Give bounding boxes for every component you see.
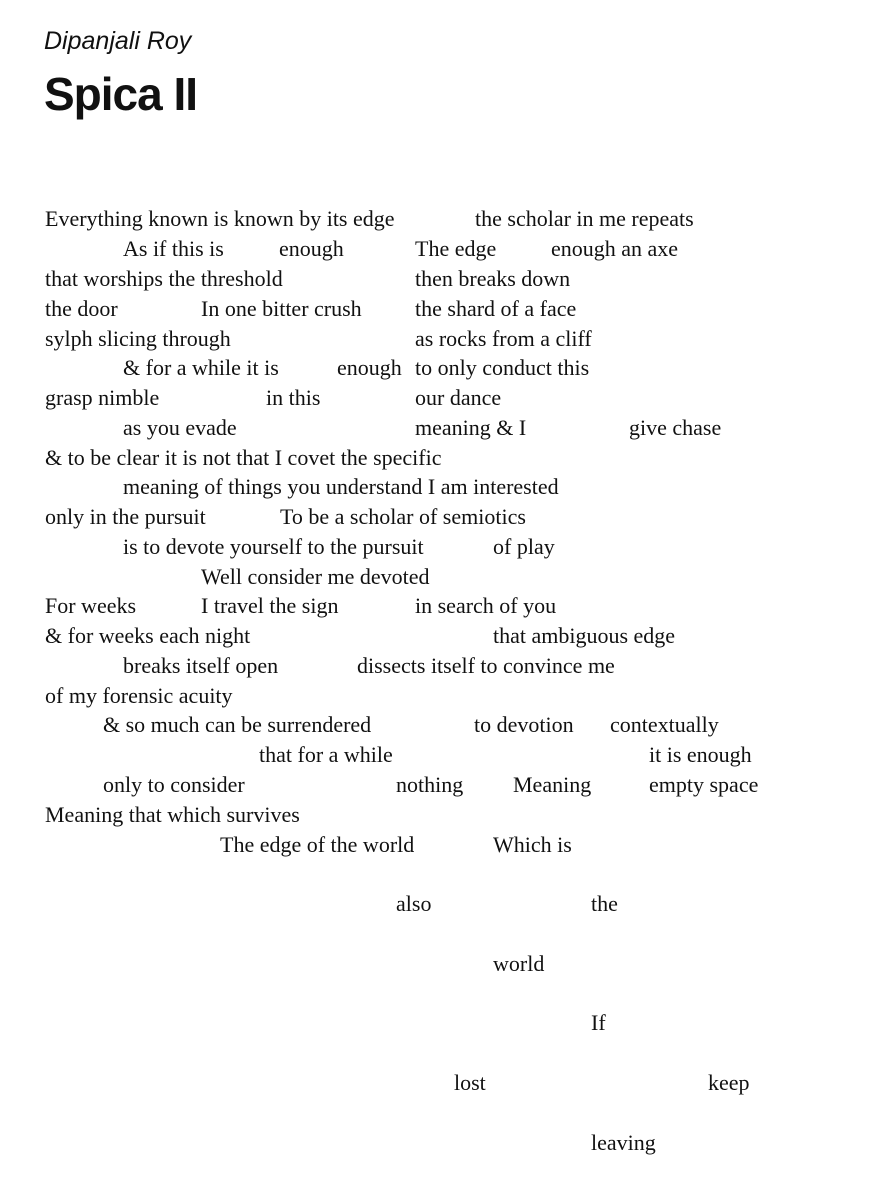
poem-phrase: as rocks from a cliff [415, 326, 592, 351]
poem-phrase: only to consider [103, 772, 245, 797]
poem-phrase: the [591, 891, 618, 916]
poem-phrase: grasp nimble [45, 385, 160, 410]
poem-phrase: meaning & I [415, 415, 527, 440]
poem-phrase: give chase [629, 415, 722, 440]
poem-phrase: then breaks down [415, 266, 571, 291]
poem-phrase: In one bitter crush [201, 296, 362, 321]
poem-phrase: it is enough [649, 742, 752, 767]
poem-phrase: of play [493, 534, 555, 559]
poem-phrase: Everything known is known by its edge [45, 206, 395, 231]
poem-phrase: empty space [649, 772, 759, 797]
poem-phrase: the door [45, 296, 118, 321]
poem-phrase: enough [337, 355, 402, 380]
poem-phrase: as you evade [123, 415, 237, 440]
poem-phrase: Which is [493, 832, 572, 857]
poem-phrase: to only conduct this [415, 355, 590, 380]
poem-phrase: in search of you [415, 593, 557, 618]
poem-phrase: that ambiguous edge [493, 623, 676, 648]
poem-phrase: is to devote yourself to the pursuit [123, 534, 424, 559]
poem-phrase: If [591, 1010, 606, 1035]
poem-phrase: that for a while [259, 742, 393, 767]
poem-phrase: that worships the threshold [45, 266, 283, 291]
poem-phrase: & so much can be surrendered [103, 712, 372, 737]
poem-phrase: Meaning [513, 772, 592, 797]
poem-phrase: Well consider me devoted [201, 564, 430, 589]
poem-phrase: For weeks [45, 593, 137, 618]
poem-phrase: also [396, 891, 432, 916]
poem-phrase: leaving [591, 1130, 656, 1155]
poem-phrase: contextually [610, 712, 719, 737]
poem-phrase: sylph slicing through [45, 326, 231, 351]
poem-phrase: in this [266, 385, 321, 410]
poem-phrase: dissects itself to convince me [357, 653, 615, 678]
poem-phrase: keep [708, 1070, 750, 1095]
poem-phrase: enough [279, 236, 344, 261]
poem-phrase: world [493, 951, 545, 976]
poem-phrase: The edge of the world [220, 832, 415, 857]
poem-phrase: meaning of things you understand I am interested [123, 474, 559, 499]
poem-phrase: our dance [415, 385, 502, 410]
poem-phrase: & for a while it is [123, 355, 279, 380]
poem-phrase: The edge [415, 236, 497, 261]
poem-phrase: & to be clear it is not that I covet the specific [45, 445, 442, 470]
poem-phrase: Meaning that which survives [45, 802, 300, 827]
author-name: Dipanjali Roy [44, 27, 192, 55]
poem-phrase: To be a scholar of semiotics [280, 504, 526, 529]
poem-phrase: nothing [396, 772, 464, 797]
poem-phrase: the scholar in me repeats [475, 206, 694, 231]
poem-phrase: the shard of a face [415, 296, 577, 321]
poem-phrase: As if this is [123, 236, 224, 261]
poem-phrase: to devotion [474, 712, 574, 737]
poem-phrase: breaks itself open [123, 653, 279, 678]
poem-phrase: enough an axe [551, 236, 679, 261]
poem-phrase: & for weeks each night [45, 623, 251, 648]
poem-phrase: of my forensic acuity [45, 683, 233, 708]
poem-phrase: lost [454, 1070, 486, 1095]
poem-phrase: I travel the sign [201, 593, 339, 618]
poem-phrase: only in the pursuit [45, 504, 206, 529]
poem-title: Spica II [44, 68, 198, 120]
